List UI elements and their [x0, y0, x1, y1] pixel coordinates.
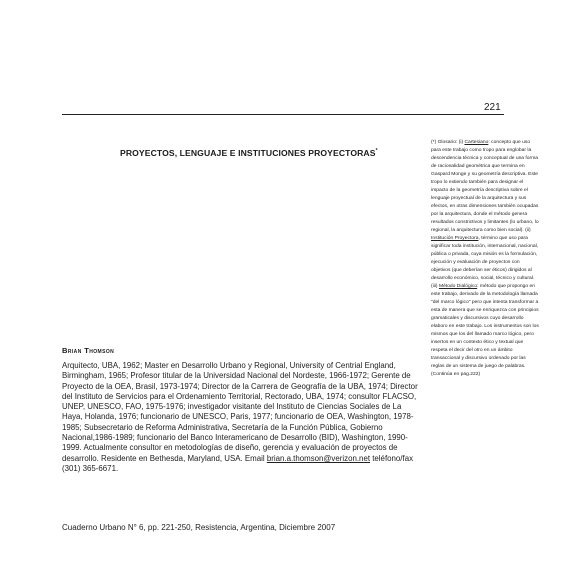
glossary-intro: (*) Glosario: (i) — [431, 140, 465, 145]
page-number: 221 — [484, 102, 501, 113]
glossary-term-institucion: Institución Proyectora — [431, 236, 479, 241]
author-name-text: Brian Thomson — [62, 346, 115, 355]
title-footnote-mark: * — [375, 148, 378, 155]
glossary-text — [431, 139, 539, 379]
bio-text-main: Arquitecto, UBA, 1962; Master en Desarrollo Urbano y Regional, University of Centrial England, Birmingham, 1965; Profesor titular de la Universidad Nacional del Nordeste, 1966-1972; Gerente de Proyecto de la OEA, Brasil, 1973-1974; Director de la Carrera de Geografía de la UBA, 1974; Director del Instituto de Servicios para el Ordenamiento Territorial, Rectorado, UBA, 1974; consultor FLACSO, UNEP, UNESCO, FAO, 1975-1976; investigador visitante del Instituto de Ciencias Sociales de La Haya, Holanda, 1976; funcionario de UNESCO, Paris, 1977; funcionario de OEA, Washington, 1978-1985; Subsecretario de Reforma Administrativa, Secretaría de la Función Pública, Gobierno Nacional,1986-1989; funcionario del Banco Interamericano de Desarrollo (BID), Washington, 1990-1999. Actualmente consultor en metodologías de diseño, gerencia y evaluación de proyectos de desarrollo. Residente en Bethesda, Maryland, USA. Email — [62, 361, 418, 463]
journal-citation: Cuaderno Urbano N° 6, pp. 221-250, Resistencia, Argentina, Diciembre 2007 — [62, 523, 336, 532]
glossary-term-metodo: Método Dialógico — [438, 284, 478, 289]
author-bio-text — [62, 361, 424, 474]
glossary-sidebar — [431, 139, 539, 379]
header-rule — [62, 114, 504, 115]
title-text: PROYECTOS, LENGUAJE E INSTITUCIONES PROYECTORAS — [120, 148, 376, 158]
glossary-text-2: , término que uso para significar toda institución, internacional, nacional, pública o privada, cuya misión es la formulación, ejecución y evaluación de proyectos con objetivos (que deberían ser éticos) dirigidos al desarrollo económico, social, técnico y cultural. (iii) — [431, 236, 539, 289]
bio-text-contact: teléfono/fax (301) 365-6671. — [62, 453, 414, 473]
glossary-text-3: : método que propongo en este trabajo, derivado de la metodología llamada "del marco lógico" pero que intenta transformar a esta de manera que se enriquezca con principios gramaticales y discursivos cuyo desarrollo elaboro en este trabajo. Los instrumentos son los mismos que los del llamado marco lógico, pero insertos en un contexto ético y textual que respeta el decir del otro en un ámbito transaccional y discursivo ordenado por las reglas de un sistema de juego de palabras.(Continúa en pag.222) — [431, 284, 539, 377]
author-name — [62, 346, 114, 355]
email-link[interactable]: brian.a.thomson@verizon.net — [266, 453, 371, 463]
glossary-text-1: : concepto que uso para este trabajo como tropo para englobar la descendencia técnica y conceptual de una forma de racionalidad geométrica que termina en Gaspard Monge y su geometría descriptiva. Este tropo lo extiendo también para designar el impacto de la geometría descriptiva sobre el lenguaje proyectual de la arquitectura y sus efectos, en otras dimensiones también ocupadas por la arquitectura, donde el método genera resultados constrictivos y limitantes (lo urbano, lo regional, la arquitectura como bien social). (ii) — [431, 140, 539, 233]
author-bio — [62, 361, 424, 474]
glossary-term-cartesiano: Cartesiano — [464, 140, 489, 145]
article-title — [120, 148, 430, 158]
